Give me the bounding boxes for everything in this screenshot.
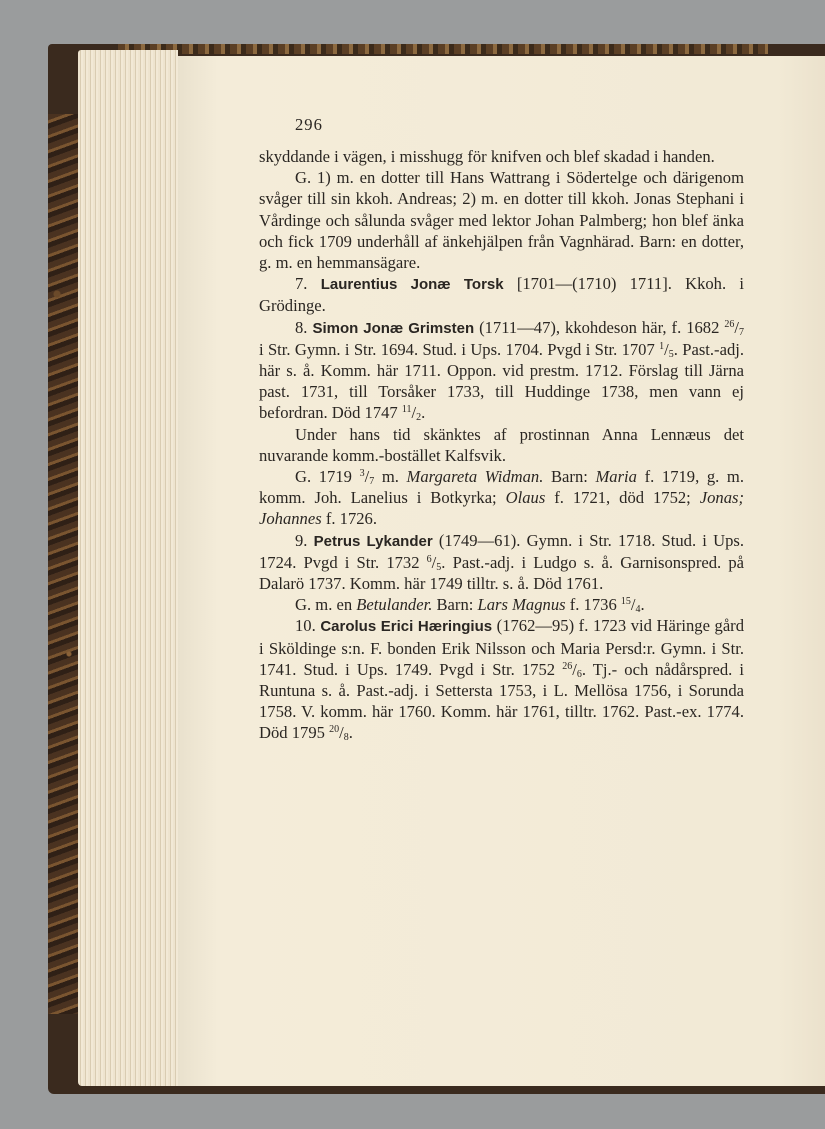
entry-text: i Str. Gymn. i Str. 1694. Stud. i Ups. 1704. Pvgd i Str. 1707: [259, 339, 660, 359]
entry-text: G. 1719: [295, 467, 360, 487]
entry-number: 7.: [295, 274, 308, 294]
entry-text: m.: [374, 467, 407, 487]
entry-number: 8.: [295, 317, 308, 337]
fraction-numerator: 6: [426, 553, 432, 565]
entry-9: 9. Petrus Lykander (1749—61). Gymn. i Str. 1718. Stud. i Ups. 1724. Pvgd i Str. 1732 $^6/_5$. Past.-adj. i Ludgo s. å. Garnisonspred. på Dalarö 1737. Komm. här 1749 tilltr. s. å. Död 1761.: [259, 530, 744, 594]
entry-text: f. 1719, g. m. komm. Joh. Lanelius i Botkyrka;: [259, 467, 744, 508]
fraction-numerator: 3: [359, 468, 365, 480]
page-number: 296: [295, 115, 323, 134]
fraction-denominator: 7: [369, 476, 375, 488]
fraction-numerator: 15: [620, 596, 631, 608]
entry-text: . Tj.- och nådårspred. i Runtuna s. å. Past.-adj. i Settersta 1753, i L. Mellösa 1756, i Sorunda 1758. V. komm. här 1760. Komm. här 1761, tilltr. 1762. Past.-ex. 1774. Död 1795: [259, 659, 744, 743]
entry-text: [1701—(1710) 1711]. Kkoh. i Grödinge.: [259, 274, 744, 316]
entry-text: G. m. en: [295, 595, 357, 615]
page-text: [259, 114, 744, 744]
page-stack-edge: [78, 50, 178, 1086]
entry-text: . Past.-adj. här s. å. Komm. här 1711. Oppon. vid prestm. 1712. Förslag till Järna past. 1731, till Torsåker 1733, till Huddinge 1738, men vann ej befordran. Död 1747: [259, 339, 744, 423]
entry-name: Simon Jonæ Grimsten: [312, 319, 475, 337]
entry-name: Petrus Lykander: [313, 532, 433, 550]
fraction-numerator: 26: [724, 318, 735, 330]
fraction-denominator: 6: [576, 668, 582, 680]
entry-text: (1749—61). Gymn. i Str. 1718. Stud. i Ups. 1724. Pvgd i Str. 1732: [259, 530, 744, 572]
child-name: Maria: [595, 467, 637, 487]
child-name: Jonas; Johannes: [259, 488, 744, 529]
entry-number: 9.: [295, 530, 308, 550]
spouse-name: Margareta Widman.: [406, 467, 544, 487]
entry-number: 10.: [295, 616, 316, 636]
fraction-numerator: 1: [659, 340, 665, 352]
entry-name: Laurentius Jonæ Torsk: [320, 276, 504, 294]
entry-8: 8. Simon Jonæ Grimsten (1711—47), kkohdeson här, f. 1682 $^{26}/_7$ i Str. Gymn. i Str. 1694. Stud. i Ups. 1704. Pvgd i Str. 1707 $^1/_5$. Past.-adj. här s. å. Komm. här 1711. Oppon. vid prestm. 1712. Förslag till Järna past. 1731, till Torsåker 1733, till Huddinge 1738, men vann ej befordran. Död 1747 $^{11}/_2$.: [259, 317, 744, 424]
entry-text: (1711—47), kkohdeson här, f. 1682: [474, 317, 725, 337]
entry-text: Barn:: [432, 595, 478, 615]
entry-8-note: Under hans tid skänktes af prostinnan Anna Lennæus det nuvarande komm.-bostället Kalfsvik.: [259, 424, 744, 465]
fraction-numerator: 20: [329, 724, 340, 736]
entry-text: f. 1726.: [321, 509, 377, 529]
entry-text: .: [421, 403, 426, 423]
child-name: Lars Magnus: [477, 595, 566, 615]
marbled-cover-edge: [48, 114, 78, 1014]
marriage-paragraph: G. 1) m. en dotter till Hans Wattrang i Södertelge och därigenom svåger till sin kkoh. Andreas; 2) m. en dotter till kkoh. Jonas Stephani i Vårdinge och sålunda svåger med lektor Johan Palmberg; hon blef änka och fick 1709 underhåll af änkehjälpen från Vagnhärad. Barn: en dotter, g. m. en hemmansägare.: [259, 168, 744, 273]
entry-text: Barn:: [543, 467, 596, 487]
fraction-numerator: 11: [401, 404, 412, 416]
entry-text: . Past.-adj. i Ludgo s. å. Garnisonspred. på Dalarö 1737. Komm. här 1749 tilltr. s. å. Död 1761.: [259, 552, 744, 594]
entry-9-family: G. m. en Betulander. Barn: Lars Magnus f. 1736 $^{15}/_4$.: [295, 595, 645, 616]
cover-top-edge: [118, 44, 768, 54]
child-name: Olaus: [505, 488, 546, 508]
entry-text: .: [348, 723, 353, 743]
spouse-name: Betulander.: [356, 595, 433, 615]
fraction-denominator: 7: [739, 326, 744, 338]
fraction-denominator: 5: [668, 348, 674, 360]
entry-8-family: G. 1719 $^3/_7$ m. Margareta Widman. Barn: Maria f. 1719, g. m. komm. Joh. Lanelius i Botkyrka; Olaus f. 1721, död 1752; Jonas; Johannes f. 1726.: [259, 467, 744, 529]
fraction-numerator: 26: [562, 660, 573, 672]
entry-text: f. 1736: [565, 595, 621, 615]
fraction-denominator: 4: [635, 604, 641, 616]
entry-text: f. 1721, död 1752;: [545, 488, 700, 508]
continued-paragraph: skyddande i vägen, i misshugg för knifven och blef skadad i handen.: [259, 147, 715, 166]
entry-10: 10. Carolus Erici Hæringius (1762—95) f. 1723 vid Häringe gård i Sköldinge s:n. F. bonden Erik Nilsson och Maria Persd:r. Gymn. i Str. 1741. Stud. i Ups. 1749. Pvgd i Str. 1752 $^{26}/_6$. Tj.- och nådårspred. i Runtuna s. å. Past.-adj. i Settersta 1753, i L. Mellösa 1756, i Sorunda 1758. V. komm. här 1760. Komm. här 1761, tilltr. 1762. Past.-ex. 1774. Död 1795 $^{20}/_8$.: [259, 616, 745, 744]
entry-text: (1762—95) f. 1723 vid Häringe gård i Sköldinge s:n. F. bonden Erik Nilsson och Maria Persd:r. Gymn. i Str. 1741. Stud. i Ups. 1749. Pvgd i Str. 1752: [259, 616, 745, 679]
fraction-denominator: 8: [343, 732, 349, 744]
entry-text: .: [640, 595, 645, 615]
entry-7: [259, 273, 744, 316]
fraction-denominator: 5: [436, 561, 442, 573]
entry-name: Carolus Erici Hæringius: [320, 618, 493, 636]
fraction-denominator: 2: [416, 412, 422, 424]
